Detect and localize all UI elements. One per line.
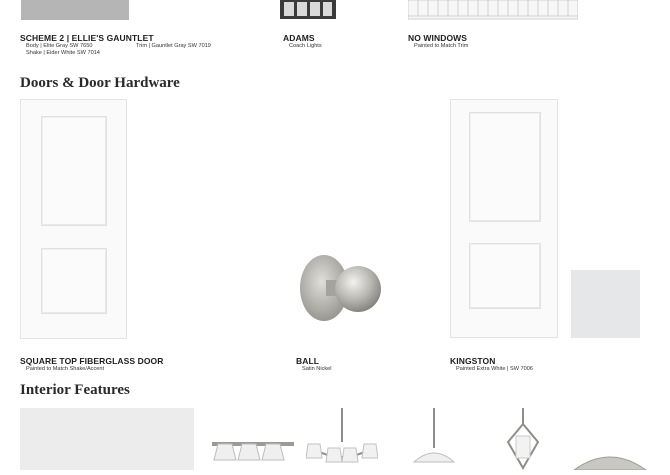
scheme-trim-color: Trim | Gauntlet Gray SW 7019 <box>136 43 211 49</box>
door-lower-panel <box>41 248 107 314</box>
square-top-door-title: SQUARE TOP FIBERGLASS DOOR <box>20 356 164 366</box>
kingston-door-title: KINGSTON <box>450 356 496 366</box>
kingston-door-image <box>450 99 558 338</box>
door-lower-panel <box>469 243 541 309</box>
scheme-body-color: Body | Elite Gray SW 7650 <box>26 43 93 49</box>
garage-door-desc: Painted to Match Trim <box>414 43 469 49</box>
floor-color-swatch <box>20 408 194 470</box>
garage-door-title: NO WINDOWS <box>408 33 468 43</box>
door-knob-icon <box>296 252 386 326</box>
door-upper-panel <box>41 116 107 226</box>
ball-knob-title: BALL <box>296 356 320 366</box>
doors-section-heading: Doors & Door Hardware <box>20 75 180 91</box>
coach-light-title: ADAMS <box>283 33 315 43</box>
chandelier-icon <box>306 408 378 470</box>
garage-door-icon <box>408 0 578 20</box>
pendant-icon <box>410 408 458 470</box>
flush-mount-icon <box>570 450 650 470</box>
scheme-shake-color: Shake | Eider White SW 7014 <box>26 50 100 56</box>
kingston-color-swatch <box>571 270 640 338</box>
interior-section-heading: Interior Features <box>20 382 130 398</box>
square-top-door-image <box>20 99 127 339</box>
kingston-door-desc: Painted Extra White | SW 7006 <box>456 366 534 372</box>
coach-light-desc: Coach Lights <box>289 43 322 49</box>
door-upper-panel <box>469 112 541 222</box>
vanity-light-icon <box>210 432 296 470</box>
lantern-icon <box>502 408 544 470</box>
coach-light-icon <box>280 0 336 20</box>
scheme-title: SCHEME 2 | ELLIE'S GAUNTLET <box>20 33 154 43</box>
scheme-color-swatch <box>21 0 129 20</box>
square-top-door-desc: Painted to Match Shake/Accent <box>26 366 105 372</box>
ball-knob-desc: Satin Nickel <box>302 366 332 372</box>
